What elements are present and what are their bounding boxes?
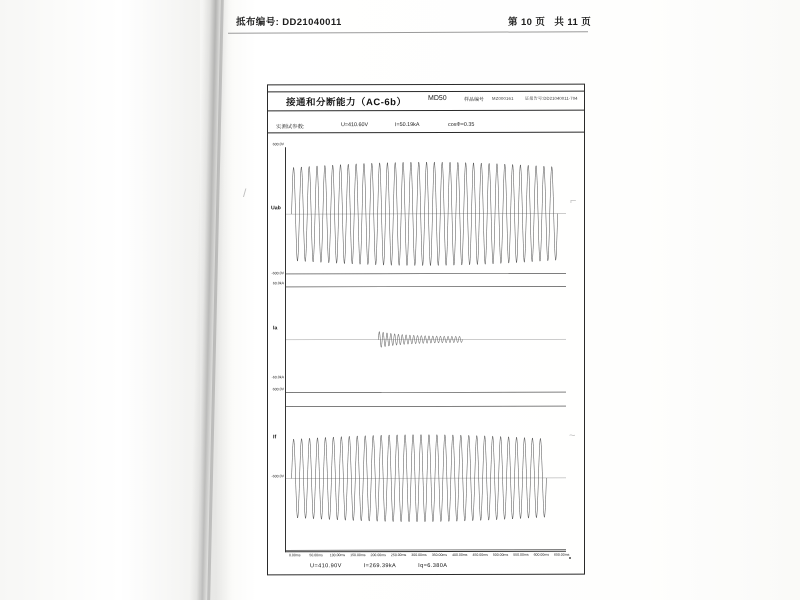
- page-label-suffix: 页: [581, 17, 592, 28]
- report-title: 接通和分断能力（AC-6b）: [286, 97, 407, 109]
- parameter-voltage: U=410.60V: [341, 122, 369, 129]
- page-label-prefix: 第: [508, 17, 518, 28]
- parameter-cos-phi: cosΦ=0.35: [448, 121, 475, 128]
- x-tick-label: 150.00ms: [350, 553, 366, 558]
- x-tick-label: 100.00ms: [329, 553, 346, 558]
- x-axis-tick-labels: [285, 552, 570, 562]
- x-tick-label: 500.00ms: [492, 552, 509, 557]
- parameter-row: [268, 118, 584, 134]
- channel-label-uab: Uab: [271, 205, 281, 212]
- page-total: 11: [567, 17, 579, 28]
- report-model: MD50: [428, 94, 447, 102]
- x-tick-label: 400.00ms: [452, 552, 468, 557]
- channel-label-if: If: [273, 434, 277, 441]
- x-tick-label: 200.00ms: [370, 553, 386, 558]
- scan-artifact-right-top: ⌐: [570, 195, 577, 207]
- page-current: 10: [520, 17, 533, 28]
- x-tick-label: 450.00ms: [472, 552, 488, 557]
- waveform-if: [286, 434, 566, 522]
- x-tick-label: 350.00ms: [431, 552, 448, 557]
- ylabel-if-bottom: -600.0V: [271, 474, 284, 479]
- document-number-label: 抵布编号:: [236, 17, 280, 28]
- ylabel-ia-bottom: -60.0kA: [271, 375, 284, 380]
- ylabel-uab-bottom: -600.0V: [271, 271, 284, 276]
- measured-voltage: U=410.90V: [310, 563, 342, 570]
- oscillogram-plot: [285, 147, 566, 553]
- ylabel-if-top: 600.0V: [272, 387, 284, 392]
- x-tick-label: 0.00ms: [289, 553, 301, 558]
- ylabel-ia-top: 60.0kA: [272, 281, 284, 286]
- x-tick-label: 250.00ms: [390, 553, 407, 558]
- parameter-label: 实测试参数:: [276, 124, 305, 131]
- page-left-margin: [0, 0, 200, 600]
- report-frame: [267, 84, 585, 576]
- document-number: [236, 14, 342, 28]
- page-number: [508, 14, 591, 28]
- waveform-uab: [286, 162, 566, 266]
- x-tick-label: 300.00ms: [411, 552, 427, 558]
- measurement-summary: [310, 563, 467, 569]
- scan-speck: [569, 557, 571, 559]
- x-tick-label: 50.00ms: [309, 553, 323, 558]
- measured-iq: Iq=6.380A: [418, 562, 448, 570]
- sample-label: 样品编号: [464, 96, 485, 103]
- report-number: 证报告号:DD21040011-704: [525, 95, 578, 101]
- waveform-ia: [286, 331, 566, 347]
- page-label-mid: 页: [535, 17, 546, 28]
- sample-value: MZ000161: [492, 95, 514, 101]
- parameter-current: I=50.19kA: [395, 122, 420, 129]
- page-label-total-prefix: 共: [554, 17, 565, 28]
- scan-artifact-right-bottom: ~: [569, 430, 576, 442]
- x-tick-label: 600.00ms: [533, 552, 549, 557]
- scan-artifact-left: /: [243, 186, 247, 200]
- ylabel-uab-top: 600.0V: [272, 142, 284, 147]
- waveform-svg: [286, 147, 566, 552]
- measured-current: I=269.39kA: [363, 563, 397, 570]
- x-tick-label: 550.00ms: [513, 552, 529, 557]
- channel-label-ia: Ia: [273, 325, 278, 332]
- x-tick-label: 650.00ms: [554, 552, 570, 557]
- document-number-value: DD21040011: [282, 17, 342, 28]
